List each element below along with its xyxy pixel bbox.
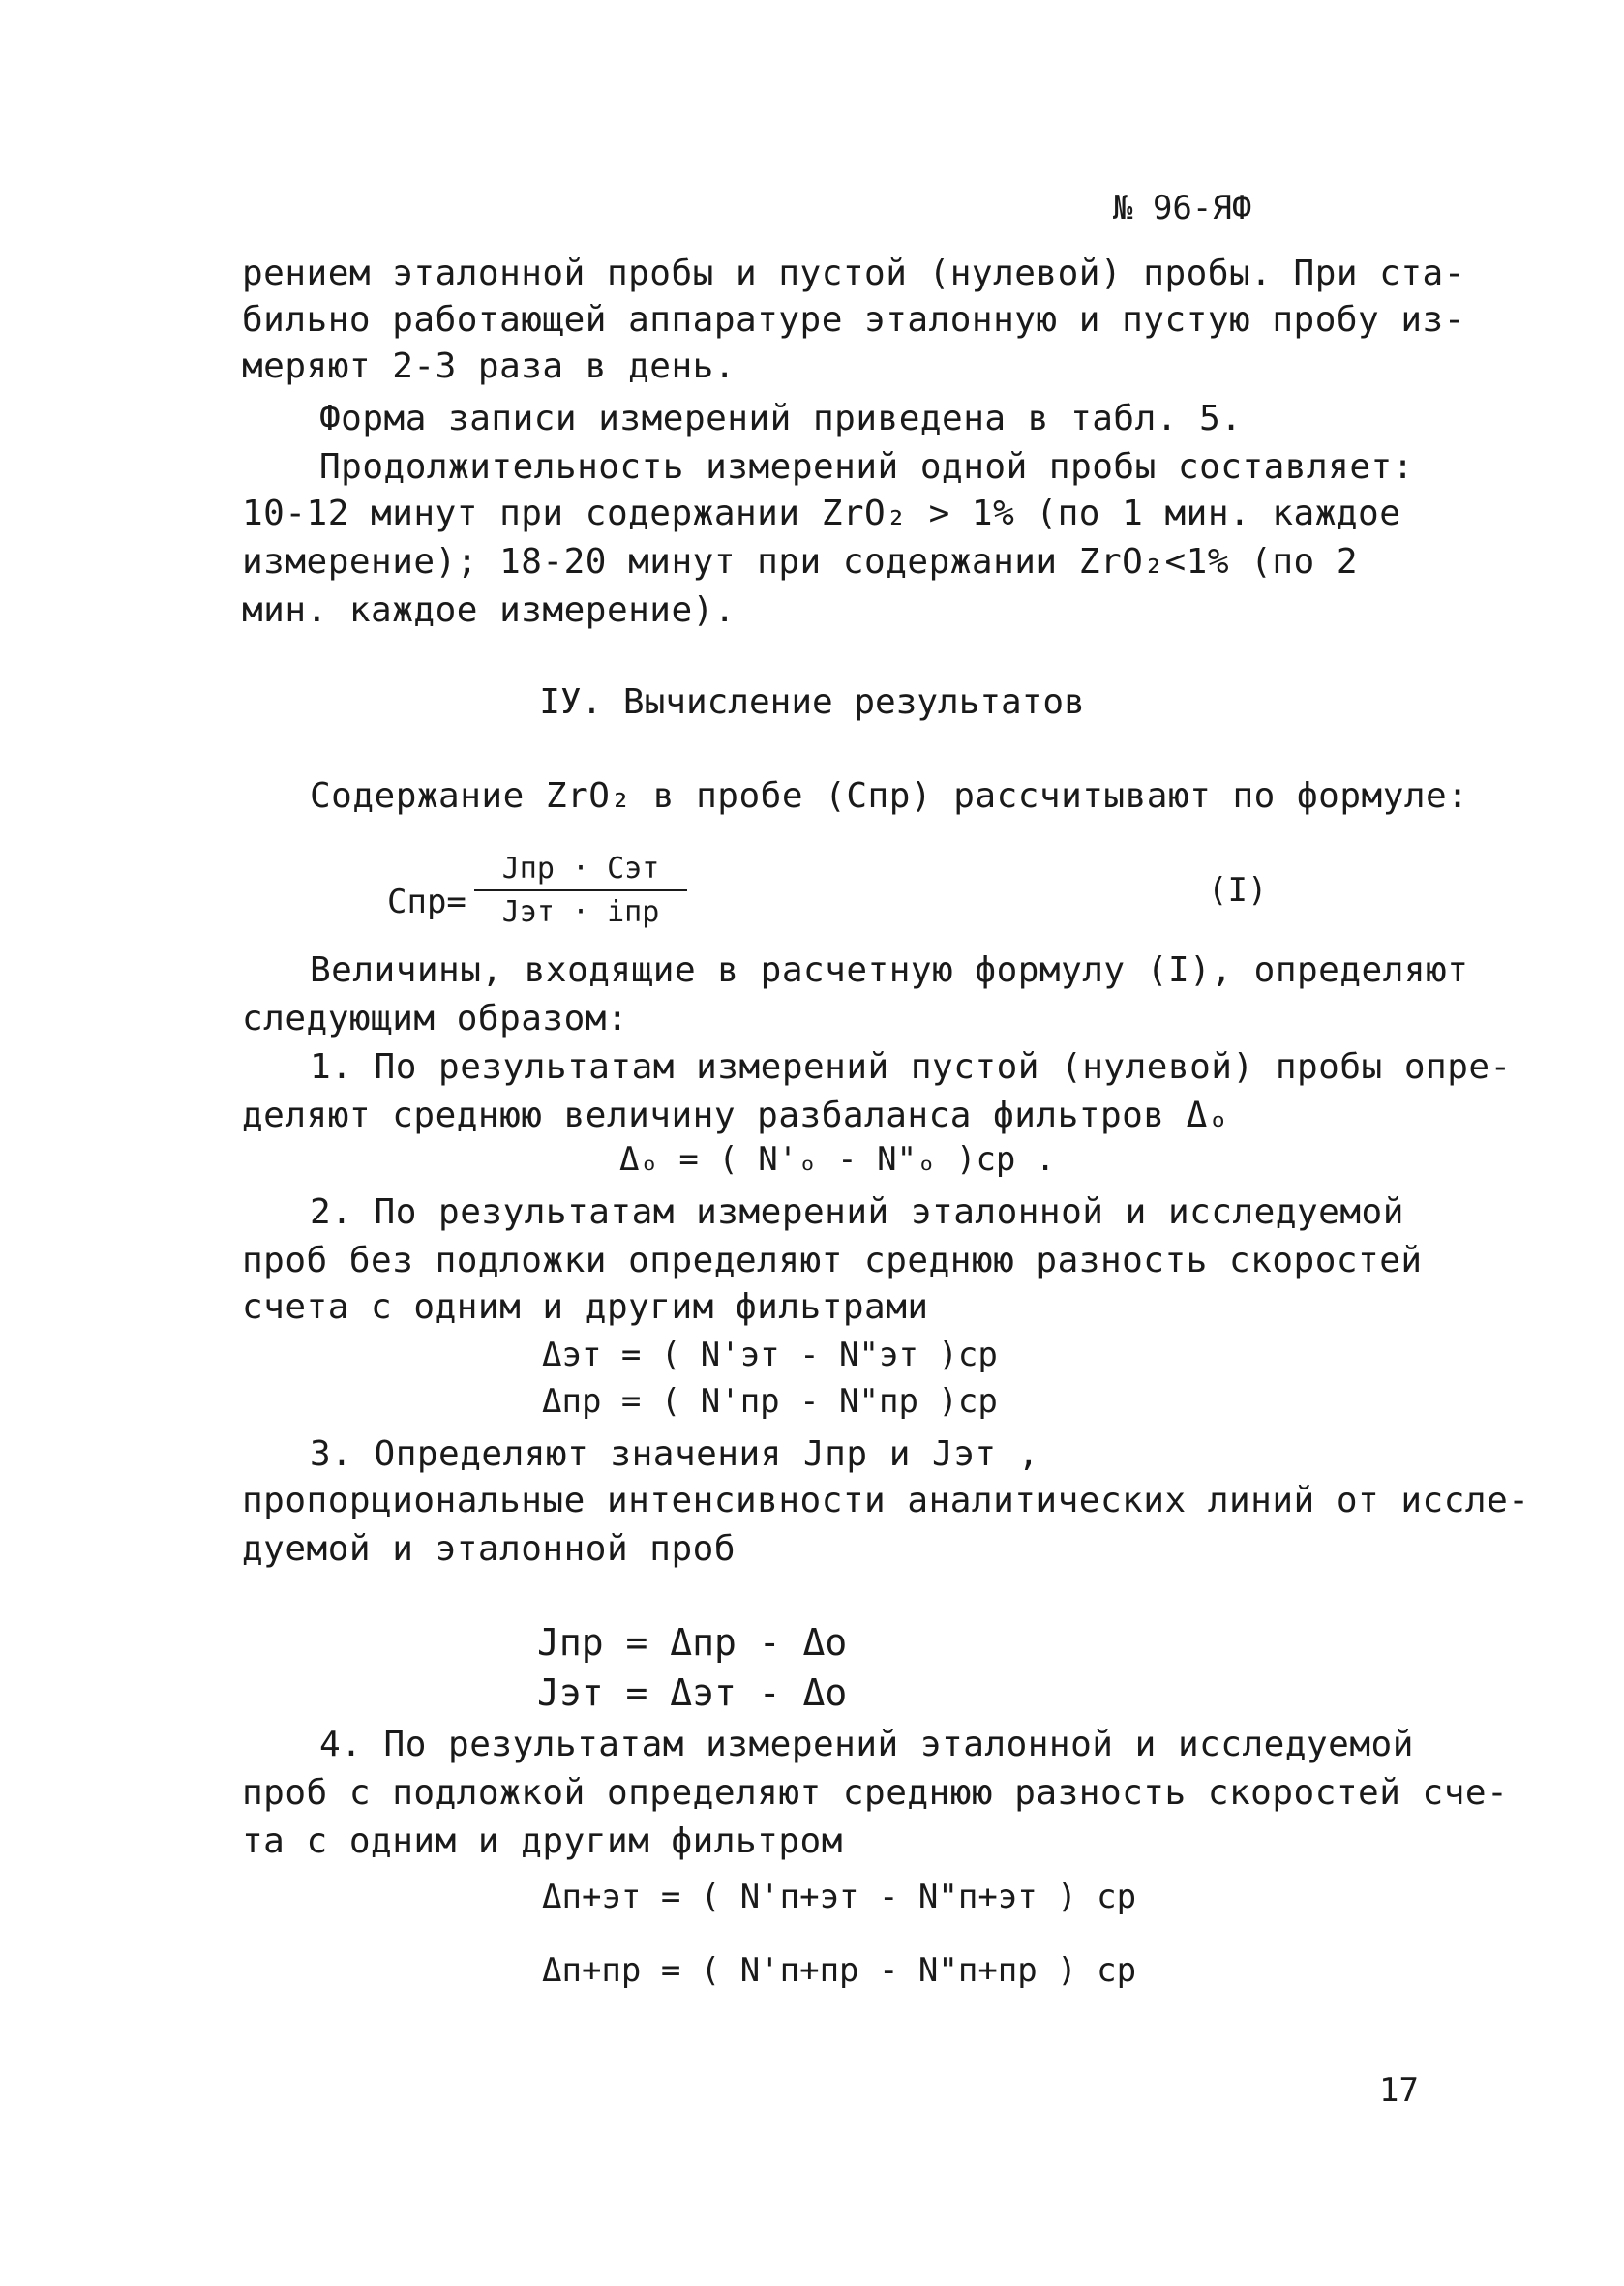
formula-delta-et: Δэт = ( N'эт - N"эт )ср	[542, 1336, 998, 1374]
step-4-line: проб с подложкой определяют среднюю разность скоростей сче-	[242, 1773, 1509, 1813]
paragraph-line: следующим образом:	[242, 999, 629, 1038]
step-1-line: 1. По результатам измерений пустой (нулевой) пробы опре-	[310, 1047, 1512, 1087]
formula-delta-p-et: Δп+эт = ( N'п+эт - N"п+эт ) ср	[542, 1878, 1137, 1916]
paragraph-line: 10-12 минут при содержании ZrO₂ > 1% (по 1 мин. каждое	[242, 494, 1401, 533]
formula-fraction	[474, 852, 687, 929]
formula-delta-zero: Δₒ = ( N'ₒ - N"ₒ )ср .	[619, 1140, 1056, 1179]
paragraph-line: рением эталонной пробы и пустой (нулевой) пробы. При ста-	[242, 254, 1465, 293]
paragraph-line: меряют 2-3 раза в день.	[242, 346, 736, 386]
document-number: № 96-ЯФ	[1113, 189, 1252, 227]
section-title: IУ. Вычисление результатов	[539, 682, 1085, 722]
formula-delta-p-pr: Δп+пр = ( N'п+пр - N"п+пр ) ср	[542, 1951, 1137, 1990]
page-number: 17	[1379, 2071, 1419, 2110]
formula-j-pr: Jпр = Δпр - Δо	[537, 1621, 848, 1664]
step-2-line: 2. По результатам измерений эталонной и исследуемой	[310, 1192, 1404, 1232]
step-4-line: 4. По результатам измерений эталонной и исследуемой	[319, 1725, 1414, 1764]
paragraph-line: измерение); 18-20 минут при содержании ZrO₂<1% (по 2	[242, 542, 1359, 582]
step-4-line: та с одним и другим фильтром	[242, 1821, 843, 1861]
paragraph-line: Величины, входящие в расчетную формулу (I), определяют	[310, 950, 1469, 990]
step-2-line: счета с одним и другим фильтрами	[242, 1287, 929, 1327]
formula-delta-pr: Δпр = ( N'пр - N"пр )ср	[542, 1382, 998, 1421]
step-1-line: деляют среднюю величину разбаланса фильтров Δₒ	[242, 1096, 1229, 1135]
step-3-line: пропорциональные интенсивности аналитических линий от иссле-	[242, 1481, 1530, 1520]
formula-lhs: Cпр=	[387, 883, 466, 921]
formula-numerator: Jпр · Cэт	[501, 852, 660, 886]
step-3-line: дуемой и эталонной проб	[242, 1529, 736, 1569]
formula-denominator: Jэт · iпр	[501, 895, 660, 929]
formula-j-et: Jэт = Δэт - Δо	[537, 1671, 848, 1714]
formula-number: (I)	[1208, 871, 1268, 910]
paragraph-line: Продолжительность измерений одной пробы составляет:	[319, 447, 1414, 487]
paragraph-line: мин. каждое измерение).	[242, 590, 736, 630]
paragraph-line: бильно работающей аппаратуре эталонную и пустую пробу из-	[242, 300, 1465, 340]
formula-intro: Содержание ZrO₂ в пробе (Cпр) рассчитывают по формуле:	[310, 776, 1469, 816]
step-3-line: 3. Определяют значения Jпр и Jэт ,	[310, 1434, 1039, 1474]
step-2-line: проб без подложки определяют среднюю разность скоростей	[242, 1241, 1423, 1280]
fraction-bar	[474, 889, 687, 891]
paragraph-line: Форма записи измерений приведена в табл. 5.	[319, 399, 1243, 438]
